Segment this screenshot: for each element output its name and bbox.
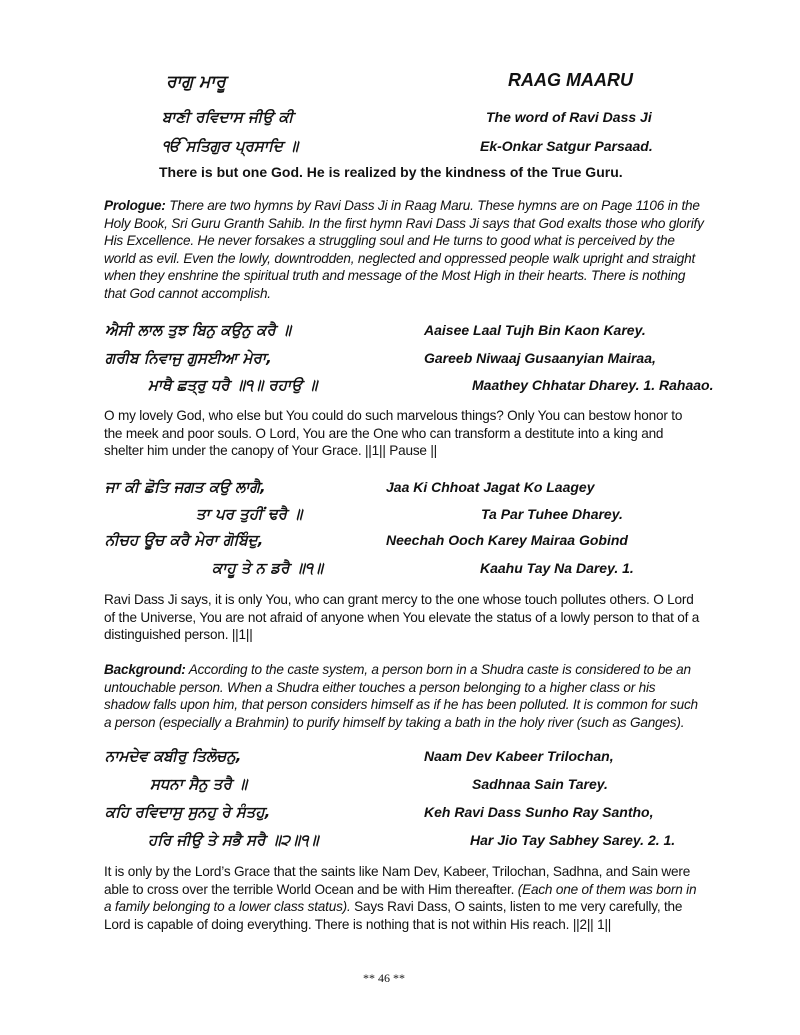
verse3-roman-2: Sadhnaa Sain Tarey.	[472, 776, 608, 792]
verse3-translation	[104, 863, 704, 933]
subtitle: The word of Ravi Dass Ji	[486, 109, 652, 125]
verse1-roman-2: Gareeb Niwaaj Gusaanyian Mairaa,	[424, 350, 656, 366]
verse1-gurmukhi-1: ਐਸੀ ਲਾਲ ਤੁਝ ਬਿਨੁ ਕਉਨੁ ਕਰੈ ॥	[105, 321, 291, 339]
verse2-roman-4: Kaahu Tay Na Darey. 1.	[480, 560, 634, 576]
page-title: RAAG MAARU	[508, 70, 633, 90]
invocation: Ek-Onkar Satgur Parsaad.	[480, 138, 653, 154]
verse3-gurmukhi-1: ਨਾਮਦੇਵ ਕਬੀਰੁ ਤਿਲੋਚਨੁ,	[105, 747, 242, 765]
tagline: There is but one God. He is realized by the kindness of the True Guru.	[159, 164, 623, 180]
verse3-roman-4: Har Jio Tay Sabhey Sarey. 2. 1.	[470, 832, 676, 848]
gurmukhi-invocation: ੴ ਸਤਿਗੁਰ ਪ੍ਰਸਾਦਿ ॥	[162, 137, 299, 155]
verse3-translation-italic: (Each one of them was born in a family belonging to a lower class status).	[104, 881, 697, 914]
prologue-label: Prologue:	[104, 198, 166, 213]
prologue-text: There are two hymns by Ravi Dass Ji in Raag Maru. These hymns are on Page 1106 in the Holy Book, Sri Guru Granth Sahib. In the first hymn Ravi Dass Ji says that God exalts those who glorify His Excellence. He never forsakes a struggling soul and He turns to good what is perceived by the world as evil. Even the lowly, downtrodden, neglected and oppressed people walk upright and straight when they enshrine the spiritual truth and message of the Most High in their hearts. There is nothing that God cannot accomplish.	[104, 198, 704, 301]
verse3-translation-b: Says Ravi Dass, O saints, listen to me very carefully, the Lord is capable of doing everything. There is nothing that is not within His reach. ||2|| 1||	[104, 899, 683, 932]
verse2-translation: Ravi Dass Ji says, it is only You, who can grant mercy to the one whose touch pollutes others. O Lord of the Universe, You are not afraid of anyone when You elevate the status of a lowly person to that of a distinguished person. ||1||	[104, 592, 700, 642]
verse1-translation: O my lovely God, who else but You could do such marvelous things? Only You can bestow honor to the meek and poor souls. O Lord, You are the One who can transform a destitute into a king and shelter him under the canopy of Your Grace. ||1|| Pause ||	[104, 408, 683, 458]
verse2-gurmukhi-1: ਜਾ ਕੀ ਛੋਤਿ ਜਗਤ ਕਉ ਲਾਗੈ,	[105, 478, 266, 496]
verse3-gurmukhi-3: ਕਹਿ ਰਵਿਦਾਸੁ ਸੁਨਹੁ ਰੇ ਸੰਤਹੁ,	[105, 803, 271, 821]
verse2-roman-3: Neechah Ooch Karey Mairaa Gobind	[386, 532, 628, 548]
verse2-gurmukhi-4: ਕਾਹੂ ਤੇ ਨ ਡਰੈ ॥੧॥	[212, 559, 324, 577]
verse1-roman-3: Maathey Chhatar Dharey. 1. Rahaao.	[472, 377, 714, 393]
verse1-roman-1: Aaisee Laal Tujh Bin Kaon Karey.	[424, 322, 646, 338]
verse2-roman-2: Ta Par Tuhee Dharey.	[481, 506, 623, 522]
background-text: According to the caste system, a person born in a Shudra caste is considered to be an untouchable person. When a Shudra either touches a person belonging to a higher class or his shadow falls upon him, that person considers himself as if he has been polluted. It is common for such a person (especially a Brahmin) to purify himself by taking a bath in the holy river (such as Ganges).	[104, 662, 698, 730]
background-label: Background:	[104, 662, 186, 677]
verse3-roman-3: Keh Ravi Dass Sunho Ray Santho,	[424, 804, 654, 820]
verse3-roman-1: Naam Dev Kabeer Trilochan,	[424, 748, 614, 764]
gurmukhi-title: ਰਾਗੁ ਮਾਰੂ	[166, 72, 226, 92]
verse1-gurmukhi-3: ਮਾਥੈ ਛਤ੍ਰੁ ਧਰੈ ॥੧॥ ਰਹਾਉ ॥	[148, 376, 318, 394]
verse2-gurmukhi-3: ਨੀਚਹ ਊਚ ਕਰੈ ਮੇਰਾ ਗੋਬਿੰਦੁ,	[105, 531, 264, 549]
verse2-gurmukhi-2: ਤਾ ਪਰ ਤੁਹੀਂ ਢਰੈ ॥	[196, 505, 303, 523]
gurmukhi-subtitle: ਬਾਣੀ ਰਵਿਦਾਸ ਜੀਉ ਕੀ	[162, 108, 294, 126]
verse3-gurmukhi-2: ਸਧਨਾ ਸੈਨੁ ਤਰੈ ॥	[150, 775, 248, 793]
background-paragraph	[104, 661, 704, 731]
verse1-gurmukhi-2: ਗਰੀਬ ਨਿਵਾਜੁ ਗੁਸਈਆ ਮੇਰਾ,	[105, 349, 272, 367]
verse3-gurmukhi-4: ਹਰਿ ਜੀਉ ਤੇ ਸਭੈ ਸਰੈ ॥੨॥੧॥	[148, 831, 319, 849]
prologue-paragraph	[104, 197, 704, 302]
page-number: ** 46 **	[363, 971, 405, 985]
verse2-roman-1: Jaa Ki Chhoat Jagat Ko Laagey	[386, 479, 595, 495]
verse3-translation-a: It is only by the Lord’s Grace that the saints like Nam Dev, Kabeer, Trilochan, Sadhna, and Sain were able to cross over the terrible World Ocean and be with Him thereafter.	[104, 864, 691, 897]
